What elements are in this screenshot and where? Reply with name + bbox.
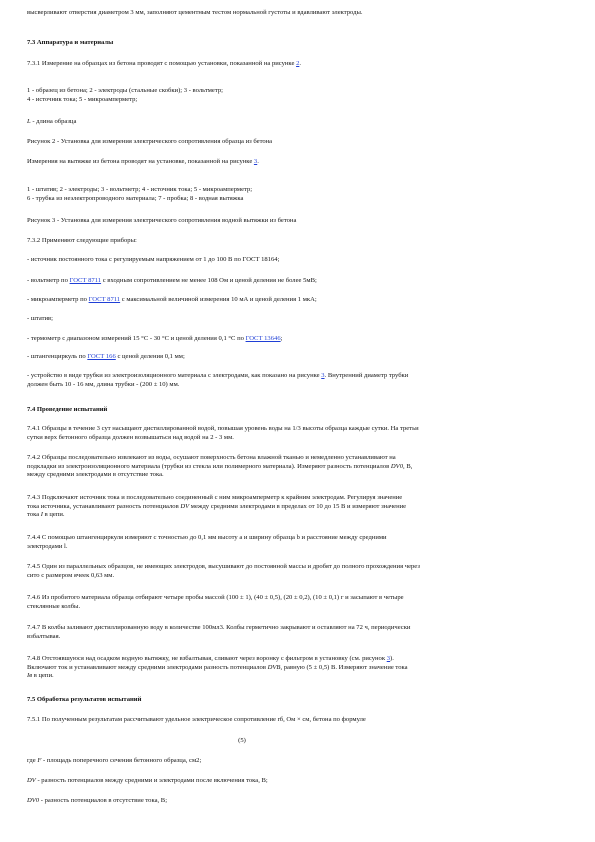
list-item-thermometer: - термометр с диапазоном измерений 15 °С - 30 °С и ценой деления 0,1 °С по ГОСТ 13646;	[27, 335, 283, 342]
section-heading-7-4: 7.4 Проведение испытаний	[27, 406, 108, 413]
paragraph-7-4-2: 7.4.2 Образцы последовательно извлекают из воды, осушают поверхность бетона влажной тканью и немедленно устанавливают на подкладки из электроизоляционного материала (трубки из стекла или полимерного материала). Измеряют разность потенциалов DV0, В, между средними электродами в отсутствие тока.	[27, 454, 413, 479]
link-figure-3[interactable]: 3	[253, 158, 258, 165]
section-heading-7-3: 7.3 Аппаратура и материалы	[27, 39, 114, 46]
paragraph-7-3-1: 7.3.1 Измерение на образцах из бетона проводят с помощью установки, показанной на рисунке 2.	[27, 60, 302, 67]
figure-2-legend: 1 - образец из бетона; 2 - электроды (стальные скобки); 3 - вольтметр; 4 - источник тока; 5 - микроамперметр;	[27, 87, 223, 103]
paragraph-continuation: высверливают отверстия диаметром 3 мм, заполняют цементным тестом нормальной густоты и вдавливают электроды.	[27, 9, 363, 16]
where-delta-v: DV - разность потенциалов между средними и электродами после включения тока, В;	[27, 777, 268, 784]
paragraph-7-4-1: 7.4.1 Образцы в течение 3 сут насыщают дистиллированной водой, повышая уровень воды на 1/3 высоты образца каждые сутки. На третьи сутки верх бетонного образца должен возвышаться над водой на 2 - 3 мм.	[27, 425, 419, 441]
figure-3-caption: Рисунок 3 - Установка для измерения электрического сопротивления водной вытяжки из бетона	[27, 217, 297, 224]
figure-2-caption: Рисунок 2 - Установка для измерения электрического сопротивления образца из бетона	[27, 138, 273, 145]
paragraph-7-4-5: 7.4.5 Один из параллельных образцов, не имеющих электродов, высушивают до постоянной массы и дробят до полного прохождения через сито с размером ячеек 0,63 мм.	[27, 563, 420, 579]
paragraph-7-4-7: 7.4.7 В колбы заливают дистиллированную воду в количестве 100мл3. Колбы герметично закрывают и оставляют на 72 ч, периодически взбалтывая.	[27, 624, 411, 640]
list-item-caliper: - штангенциркуль по ГОСТ 166 с ценой деления 0,1 мм;	[27, 353, 185, 360]
section-heading-7-5: 7.5 Обработка результатов испытаний	[27, 696, 142, 703]
paragraph-7-4-3: 7.4.3 Подключают источник тока и последовательно соединенный с ним микроамперметр к крайним электродам. Регулируя значение тока источника, устанавливают разность потенциалов DV между средними электродами в пределах от 10 до 15 В и измеряют значение тока I в цепи.	[27, 494, 407, 519]
equation-number: (5)	[238, 737, 246, 744]
paragraph-7-4-8: 7.4.8 Отстоявшуюся над осадком водную вытяжку, не взбалтывая, сливают через воронку с фильтром в установку (см. рисунок 3). Включают ток и устанавливают между средними электродами разность потенциалов DVB, равную (5 ± 0,5) В. Измеряют значение тока Iв в цепи.	[27, 655, 408, 680]
link-gost-8711[interactable]: ГОСТ 8711	[69, 277, 102, 284]
list-item-tube-device: - устройство в виде трубки из электроизоляционного материала с электродами, как показано на рисунке 3. Внутренний диаметр трубки должен быть 10 - 16 мм, длина трубки - (200 ± 10) мм.	[27, 372, 409, 388]
paragraph-7-4-6: 7.4.6 Из пробитого материала образца отбирают четыре пробы массой (100 ± 1), (40 ± 0,5), (20 ± 0,2), (10 ± 0,1) г и засыпают в четыре стеклянные колбы.	[27, 594, 404, 610]
link-figure-2[interactable]: 2	[296, 60, 300, 67]
paragraph-extract: Измерения на вытяжке из бетона проводят на установке, показанной на рисунке 3.	[27, 158, 259, 165]
link-figure-3-3[interactable]: 3	[386, 655, 391, 662]
where-delta-v0: DV0 - разность потенциалов в отсутствие тока, В;	[27, 797, 168, 804]
list-item-power-source: - источник постоянного тока с регулируемым напряжением от 1 до 100 В по ГОСТ 18164;	[27, 256, 280, 263]
link-gost-8711-2[interactable]: ГОСТ 8711	[88, 296, 121, 303]
list-item-microammeter: - микроамперметр по ГОСТ 8711 с максимальной величиной измерения 10 мА и ценой деления 1 мкА;	[27, 296, 317, 303]
list-item-stand: - штатив;	[27, 315, 53, 322]
link-gost-13646[interactable]: ГОСТ 13646	[245, 335, 281, 342]
figure-3-legend: 1 - штатив; 2 - электроды; 3 - вольтметр; 4 - источник тока; 5 - микроамперметр; 6 - трубка из неэлектропроводного материала; 7 - пробка; 8 - водная вытяжка	[27, 186, 253, 202]
figure-2-legend-length: L - длина образца	[27, 118, 77, 125]
paragraph-7-3-2: 7.3.2 Применяют следующие приборы:	[27, 237, 137, 244]
link-figure-3-2[interactable]: 3	[321, 372, 325, 379]
list-item-voltmeter: - вольтметр по ГОСТ 8711 с входным сопротивлением не менее 108 Ом и ценой деления не более 5мВ;	[27, 277, 317, 284]
where-area: где F - площадь поперечного сечения бетонного образца, см2;	[27, 757, 202, 764]
paragraph-7-4-4: 7.4.4 С помощью штангенциркуля измеряют с точностью до 0,1 мм высоту a и ширину образца b и расстояние между средними электродами l.	[27, 534, 387, 550]
paragraph-7-5-1: 7.5.1 По полученным результатам рассчитывают удельное электрическое сопротивление rб, Ом × см, бетона по формуле	[27, 716, 366, 723]
link-gost-166[interactable]: ГОСТ 166	[87, 353, 116, 360]
